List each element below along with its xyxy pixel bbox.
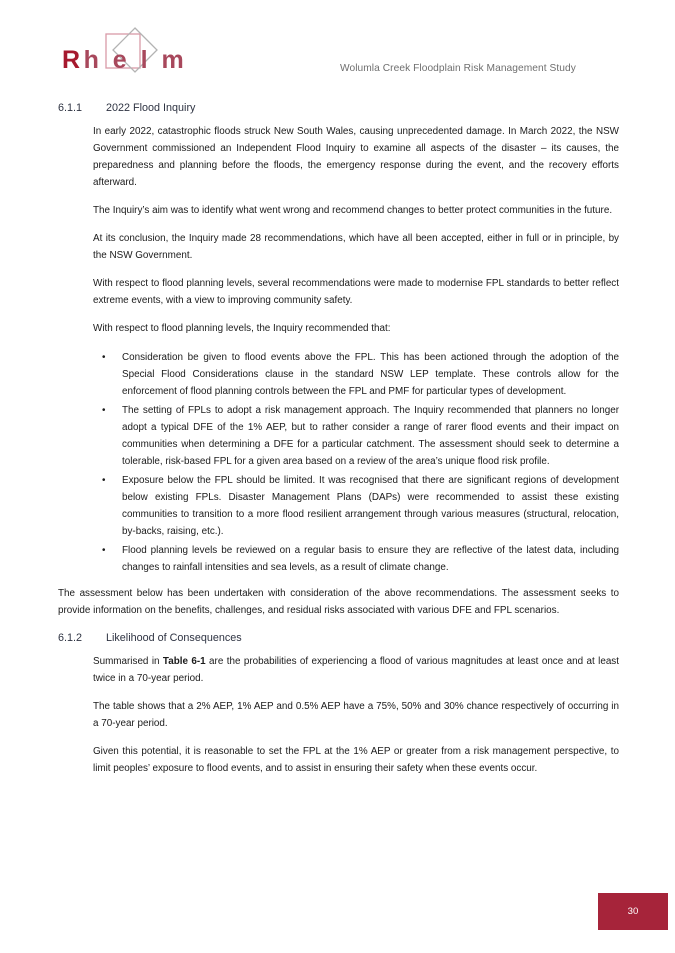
logo-letters-helm: h e l m [83, 46, 188, 74]
heading-6-1-1-title: 2022 Flood Inquiry [106, 102, 196, 114]
header-document-title: Wolumla Creek Floodplain Risk Management Study [340, 63, 576, 74]
heading-6-1-1 [0, 100, 675, 116]
list-item [0, 472, 675, 540]
paragraph-assessment-below: The assessment below has been undertaken with consideration of the above recommendations. The assessment seeks to provide information on the benefits, challenges, and residual risks associated with various DFE and FPL scenarios. [58, 587, 619, 616]
list-item [0, 349, 675, 400]
page-number-badge [598, 893, 668, 930]
page-number: 30 [627, 906, 639, 917]
paragraph-aep-probabilities: The table shows that a 2% AEP, 1% AEP and 0.5% AEP have a 75%, 50% and 30% chance respectively of occurring in a 70-year period. [93, 701, 619, 730]
paragraph-inquiry-aim: The Inquiry’s aim was to identify what went wrong and recommend changes to better protect communities in the future. [93, 205, 613, 217]
paragraph-28-recommendations: At its conclusion, the Inquiry made 28 recommendations, which have all been accepted, either in full or in principle, by the NSW Government. [93, 233, 619, 262]
paragraph-fpl-recommendation: Given this potential, it is reasonable to set the FPL at the 1% AEP or greater from a risk management perspective, to limit peoples’ exposure to flood events, and to assist in ensuring their safety when these events occur. [93, 746, 619, 775]
paragraph-intro-2022-floods: In early 2022, catastrophic floods struck New South Wales, causing unprecedented damage. In March 2022, the NSW Government commissioned an Independent Flood Inquiry to examine all aspects of the disaster – its causes, the preparedness and planning before the floods, the emergency response during the event, and the recovery efforts afterward. [93, 126, 619, 189]
list-item-text: Exposure below the FPL should be limited. It was recognised that there are significant regions of development below existing FPLs. Disaster Management Plans (DAPs) were recommended to assist these existing communities to transition to a more flood resilient arrangement through various measures (structural, relocation, by-backs, raising, etc.). [122, 474, 619, 537]
logo-wordmark [62, 48, 187, 73]
page-header [0, 0, 675, 95]
heading-6-1-2-number: 6.1.2 [58, 631, 83, 644]
paragraph-inquiry-recommended-lead-in: With respect to flood planning levels, the Inquiry recommended that: [93, 323, 391, 335]
paragraph-table-reference-after: are the probabilities of experiencing a flood of various magnitudes at least once and at least twice in a 70-year period. [93, 656, 619, 685]
paragraph-table-reference-before: Summarised in [93, 656, 163, 668]
list-item [0, 402, 675, 470]
logo-letter-r: R [62, 46, 84, 74]
paragraph-table-reference [0, 653, 675, 687]
paragraph-fpl-standards: With respect to flood planning levels, several recommendations were made to modernise FPL standards to better reflect extreme events, with a view to improving community safety. [93, 278, 619, 307]
heading-6-1-1-number: 6.1.1 [58, 102, 83, 114]
recommendations-list [0, 349, 675, 576]
list-item [0, 542, 675, 576]
list-item-text: The setting of FPLs to adopt a risk management approach. The Inquiry recommended that planners no longer adopt a typical DFE of the 1% AEP, but to rather consider a range of rarer flood events and their impact on communities when determining a DFE for a particular catchment. The assessment should seek to determine a tolerable, risk-based FPL for a given area based on a review of the area’s unique flood risk profile. [122, 404, 619, 467]
heading-6-1-2-title: Likelihood of Consequences [106, 631, 242, 644]
bullet-icon: • [102, 404, 106, 416]
table-6-1-reference: Table 6-1 [162, 656, 206, 668]
bullet-icon: • [102, 544, 106, 556]
bullet-icon: • [102, 474, 106, 486]
rhelm-logo [62, 26, 187, 82]
page-content [0, 100, 675, 788]
heading-6-1-2 [0, 630, 675, 646]
bullet-icon: • [102, 351, 106, 363]
list-item-text: Consideration be given to flood events above the FPL. This has been actioned through the adoption of the Special Flood Considerations clause in the standard NSW LEP template. These controls allow for the enforcement of flood planning controls between the FPL and PMF for particular types of development. [122, 351, 619, 397]
list-item-text: Flood planning levels be reviewed on a regular basis to ensure they are reflective of the latest data, including changes to rainfall intensities and sea levels, as a result of climate change. [122, 544, 619, 573]
